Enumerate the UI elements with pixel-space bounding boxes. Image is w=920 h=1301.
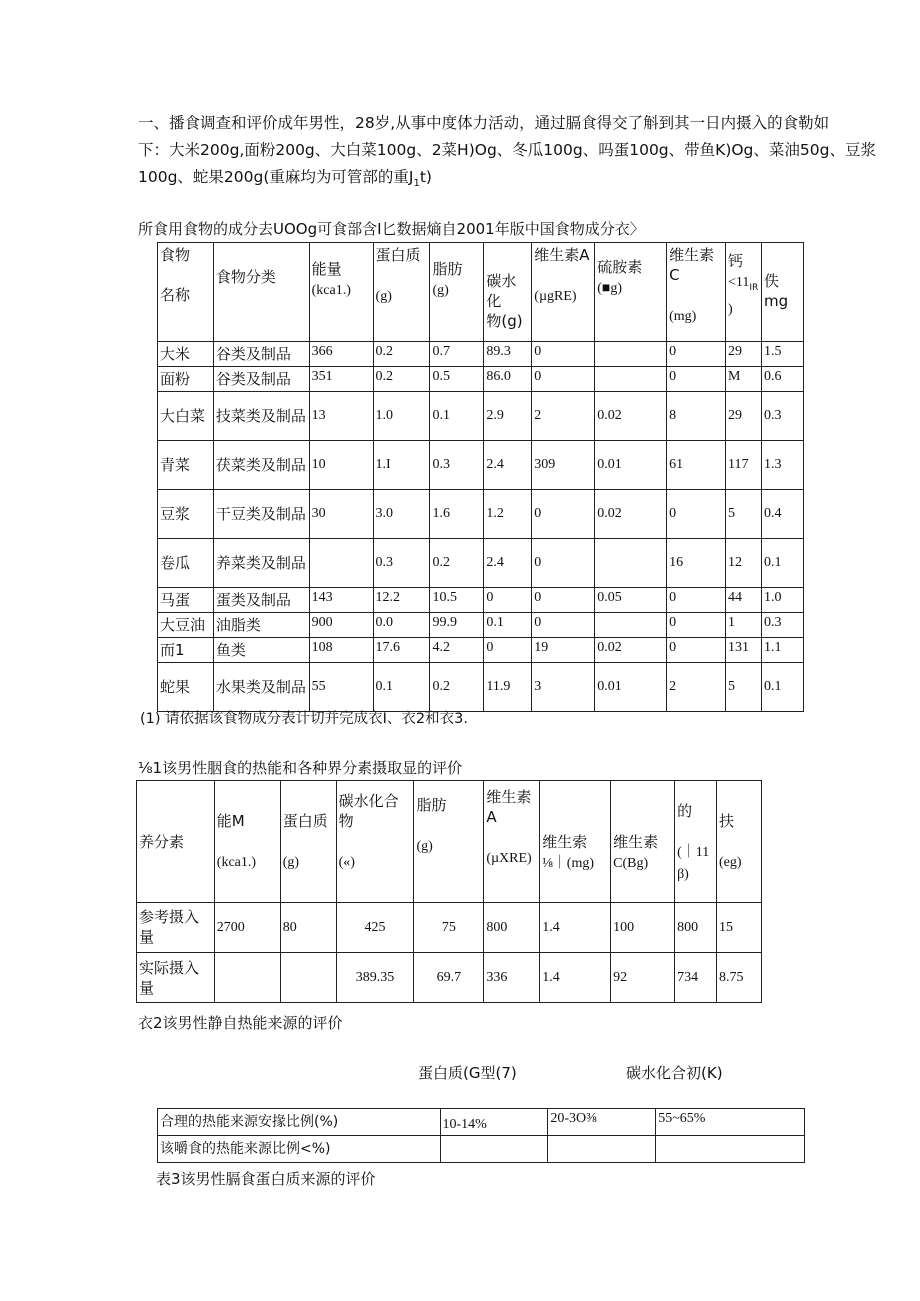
table1-actual-row	[137, 953, 762, 1003]
food-cell-vita: 0	[532, 588, 595, 613]
food-cell-calcium: 5	[725, 490, 761, 539]
t1-actual-carb: 389.35	[336, 953, 414, 1003]
food-cell-vitc: 0	[667, 638, 726, 663]
food-cell-name: 面粉	[158, 367, 214, 392]
food-cell-calcium: 117	[725, 441, 761, 490]
t1-actual-label: 实际摄入 量	[137, 953, 215, 1003]
food-cell-thiamine	[595, 367, 667, 392]
t1-actual-vita: 336	[484, 953, 540, 1003]
food-cell-carb: 1.2	[484, 490, 532, 539]
food-cell-energy: 143	[309, 588, 373, 613]
table3-caption: 表3该男性膈食蛋白质来源的评价	[156, 1170, 376, 1188]
food-cell-energy: 366	[309, 342, 373, 367]
t1-actual-protein	[280, 953, 336, 1003]
food-cell-fat: 0.5	[430, 367, 484, 392]
food-cell-vitc: 0	[667, 367, 726, 392]
header-vitamin-c: 维生素C (mg)	[667, 243, 726, 342]
food-row	[158, 663, 804, 712]
food-cell-vitc: 0	[667, 613, 726, 638]
food-cell-name: 蛇果	[158, 663, 214, 712]
t1-ref-label: 参考摄入量	[137, 903, 215, 953]
energy-source-table	[157, 1108, 805, 1163]
food-cell-vitc: 0	[667, 342, 726, 367]
t1-ref-carb: 425	[336, 903, 414, 953]
intro-line-3: 100g、蛇果200g(重麻均为可管部的重$J_1t$)	[138, 168, 432, 190]
t1-actual-vitb1: 1.4	[540, 953, 611, 1003]
t1-actual-energy	[214, 953, 280, 1003]
food-cell-energy: 108	[309, 638, 373, 663]
t1-ref-iron: 15	[717, 903, 762, 953]
food-cell-thiamine	[595, 613, 667, 638]
header-iron: 佚mg	[761, 243, 803, 342]
food-cell-calcium: 5	[725, 663, 761, 712]
t2-row1-label: 合理的热能来源安掾比例(%)	[158, 1109, 441, 1136]
food-cell-iron: 0.3	[761, 392, 803, 441]
food-row	[158, 490, 804, 539]
t1-actual-fat: 69.7	[414, 953, 484, 1003]
table2-col-protein: 蛋白质(G型(7)	[418, 1064, 517, 1082]
food-cell-thiamine	[595, 539, 667, 588]
t2-row1-fat: 20-3O⅜	[548, 1109, 656, 1136]
t1-header-iron: 扶 (eg)	[717, 781, 762, 903]
food-row	[158, 441, 804, 490]
food-cell-fat: 0.3	[430, 441, 484, 490]
food-cell-protein: 0.3	[373, 539, 430, 588]
header-calcium: 钙 $<11_{IR}$ )	[725, 243, 761, 342]
food-row	[158, 588, 804, 613]
food-cell-calcium: 29	[725, 392, 761, 441]
food-cell-protein: 0.2	[373, 367, 430, 392]
nutrient-intake-table	[136, 780, 762, 1003]
food-cell-vitc: 8	[667, 392, 726, 441]
table2-row-actual	[158, 1136, 805, 1163]
food-cell-carb: 86.0	[484, 367, 532, 392]
food-cell-vitc: 61	[667, 441, 726, 490]
food-cell-fat: 4.2	[430, 638, 484, 663]
food-cell-thiamine: 0.02	[595, 392, 667, 441]
food-cell-iron: 1.5	[761, 342, 803, 367]
food-cell-vitc: 0	[667, 490, 726, 539]
food-cell-iron: 1.0	[761, 588, 803, 613]
table2-col-carb: 碳水化合初(K)	[626, 1064, 723, 1082]
t2-row2-fat	[548, 1136, 656, 1163]
header-protein: 蛋白质 (g)	[373, 243, 430, 342]
t1-header-fat: 脂肪 (g)	[414, 781, 484, 903]
t1-actual-vitc: 92	[611, 953, 675, 1003]
food-cell-vita: 2	[532, 392, 595, 441]
t1-ref-fat: 75	[414, 903, 484, 953]
food-cell-carb: 0.1	[484, 613, 532, 638]
food-cell-vita: 19	[532, 638, 595, 663]
food-cell-category: 养菜类及制品	[213, 539, 309, 588]
food-cell-vita: 3	[532, 663, 595, 712]
food-cell-category: 谷类及制品	[213, 367, 309, 392]
t2-row1-protein: 10-14%	[440, 1109, 548, 1136]
t1-header-protein: 蛋白质 (g)	[280, 781, 336, 903]
header-food-name: 食物 名称	[158, 243, 214, 342]
food-cell-name: 青菜	[158, 441, 214, 490]
t1-ref-vitc: 100	[611, 903, 675, 953]
t1-actual-calcium: 734	[675, 953, 717, 1003]
food-cell-vita: 0	[532, 613, 595, 638]
food-cell-vitc: 0	[667, 588, 726, 613]
food-cell-fat: 1.6	[430, 490, 484, 539]
food-cell-iron: 0.1	[761, 663, 803, 712]
food-cell-carb: 11.9	[484, 663, 532, 712]
food-cell-iron: 1.3	[761, 441, 803, 490]
food-cell-calcium: 29	[725, 342, 761, 367]
food-cell-protein: 17.6	[373, 638, 430, 663]
food-cell-carb: 89.3	[484, 342, 532, 367]
food-cell-energy: 10	[309, 441, 373, 490]
food-cell-carb: 0	[484, 638, 532, 663]
food-cell-vita: 0	[532, 342, 595, 367]
t1-ref-calcium: 800	[675, 903, 717, 953]
table1-header	[137, 781, 762, 903]
food-row	[158, 638, 804, 663]
header-thiamine: 硫胺素 (■g)	[595, 243, 667, 342]
food-cell-protein: 12.2	[373, 588, 430, 613]
food-cell-calcium: 131	[725, 638, 761, 663]
t1-header-vitamin-a: 维生素 A (µXRE)	[484, 781, 540, 903]
food-cell-energy	[309, 539, 373, 588]
food-cell-name: 而1	[158, 638, 214, 663]
food-cell-name: 大米	[158, 342, 214, 367]
food-table-body	[158, 342, 804, 712]
intro-line-1: 一、播食调查和评价成年男性，28岁,从事中度体力活动，通过膈食得交了斛到其一日内摄入的食勒如	[138, 114, 830, 132]
intro-line-2: 下：大米200g,面粉200g、大白菜100g、2菜H)Og、冬瓜100g、吗蛋100g、带鱼K)Og、菜油50g、豆浆	[138, 141, 876, 159]
food-cell-iron: 0.3	[761, 613, 803, 638]
food-cell-energy: 900	[309, 613, 373, 638]
food-cell-calcium: 1	[725, 613, 761, 638]
food-cell-thiamine: 0.01	[595, 441, 667, 490]
food-cell-energy: 13	[309, 392, 373, 441]
table1-caption: ⅛1该男性胭食的热能和各种界分素摄取显的评价	[138, 759, 463, 777]
t1-ref-vita: 800	[484, 903, 540, 953]
food-cell-category: 油脂类	[213, 613, 309, 638]
t2-row2-protein	[440, 1136, 548, 1163]
food-cell-name: 马蛋	[158, 588, 214, 613]
t1-ref-protein: 80	[280, 903, 336, 953]
food-cell-category: 技菜类及制品	[213, 392, 309, 441]
header-vitamin-a: 维生素A (µgRE)	[532, 243, 595, 342]
food-cell-thiamine: 0.02	[595, 638, 667, 663]
food-cell-iron: 0.6	[761, 367, 803, 392]
t1-header-carb: 碳水化合 物 («)	[336, 781, 414, 903]
food-row	[158, 613, 804, 638]
food-cell-fat: 0.2	[430, 663, 484, 712]
food-cell-category: 鱼类	[213, 638, 309, 663]
t1-header-calcium: 的 (｜11 β)	[675, 781, 717, 903]
food-cell-thiamine: 0.05	[595, 588, 667, 613]
t1-ref-energy: 2700	[214, 903, 280, 953]
food-cell-vita: 0	[532, 490, 595, 539]
food-cell-category: 蛋类及制品	[213, 588, 309, 613]
food-cell-vita: 0	[532, 539, 595, 588]
food-cell-protein: 0.0	[373, 613, 430, 638]
food-row	[158, 392, 804, 441]
food-cell-protein: 1.0	[373, 392, 430, 441]
food-cell-name: 大白菜	[158, 392, 214, 441]
food-cell-energy: 30	[309, 490, 373, 539]
food-cell-fat: 0.1	[430, 392, 484, 441]
food-row	[158, 539, 804, 588]
food-cell-calcium: 12	[725, 539, 761, 588]
food-cell-energy: 55	[309, 663, 373, 712]
food-cell-carb: 0	[484, 588, 532, 613]
food-cell-vitc: 16	[667, 539, 726, 588]
food-cell-carb: 2.4	[484, 441, 532, 490]
food-cell-calcium: 44	[725, 588, 761, 613]
food-cell-iron: 0.4	[761, 490, 803, 539]
header-category: 食物分类	[213, 243, 309, 342]
t1-header-vitamin-b1: 维生索 ⅛｜(mg)	[540, 781, 611, 903]
food-row	[158, 342, 804, 367]
t2-row2-carb	[656, 1136, 805, 1163]
food-cell-protein: 3.0	[373, 490, 430, 539]
t1-header-nutrient: 养分素	[137, 781, 215, 903]
t2-row2-label: 该嚼食的热能来源比例<%)	[158, 1136, 441, 1163]
food-cell-fat: 10.5	[430, 588, 484, 613]
header-energy: 能量 (kca1.)	[309, 243, 373, 342]
table2-row-reasonable	[158, 1109, 805, 1136]
food-composition-table	[157, 242, 804, 712]
food-cell-carb: 2.9	[484, 392, 532, 441]
t2-row1-carb: 55~65%	[656, 1109, 805, 1136]
food-cell-fat: 99.9	[430, 613, 484, 638]
t1-ref-vitb1: 1.4	[540, 903, 611, 953]
food-cell-fat: 0.2	[430, 539, 484, 588]
t1-header-energy: 能M (kca1.)	[214, 781, 280, 903]
food-cell-energy: 351	[309, 367, 373, 392]
header-carb: 碳水化 物(g)	[484, 243, 532, 342]
food-cell-fat: 0.7	[430, 342, 484, 367]
instruction-text: (1) 请依据该食物成分表计切并完成衣I、衣2和衣3.	[140, 711, 468, 727]
food-cell-iron: 0.1	[761, 539, 803, 588]
table2-caption: 衣2该男性静自热能来源的评价	[138, 1014, 343, 1032]
food-cell-category: 茯菜类及制品	[213, 441, 309, 490]
food-cell-protein: 0.1	[373, 663, 430, 712]
food-cell-category: 干豆类及制品	[213, 490, 309, 539]
food-cell-protein: 1.I	[373, 441, 430, 490]
food-cell-thiamine: 0.01	[595, 663, 667, 712]
food-cell-carb: 2.4	[484, 539, 532, 588]
food-table-header	[158, 243, 804, 342]
food-cell-category: 水果类及制品	[213, 663, 309, 712]
t1-actual-iron: 8.75	[717, 953, 762, 1003]
food-cell-thiamine	[595, 342, 667, 367]
food-cell-vita: 309	[532, 441, 595, 490]
food-cell-name: 豆浆	[158, 490, 214, 539]
food-cell-vita: 0	[532, 367, 595, 392]
food-cell-calcium: M	[725, 367, 761, 392]
t1-header-vitamin-c: 维生素 C(Bg)	[611, 781, 675, 903]
food-table-caption: 所食用食物的成分去UOOg可食部含I匕数据熵自2001年版中国食物成分衣〉	[138, 220, 645, 238]
intro-paragraph	[138, 110, 876, 197]
food-cell-thiamine: 0.02	[595, 490, 667, 539]
food-cell-name: 卷瓜	[158, 539, 214, 588]
table1-reference-row	[137, 903, 762, 953]
food-cell-category: 谷类及制品	[213, 342, 309, 367]
food-cell-name: 大豆油	[158, 613, 214, 638]
food-cell-vitc: 2	[667, 663, 726, 712]
header-fat: 脂肪 (g)	[430, 243, 484, 342]
food-cell-protein: 0.2	[373, 342, 430, 367]
food-row	[158, 367, 804, 392]
food-cell-iron: 1.1	[761, 638, 803, 663]
